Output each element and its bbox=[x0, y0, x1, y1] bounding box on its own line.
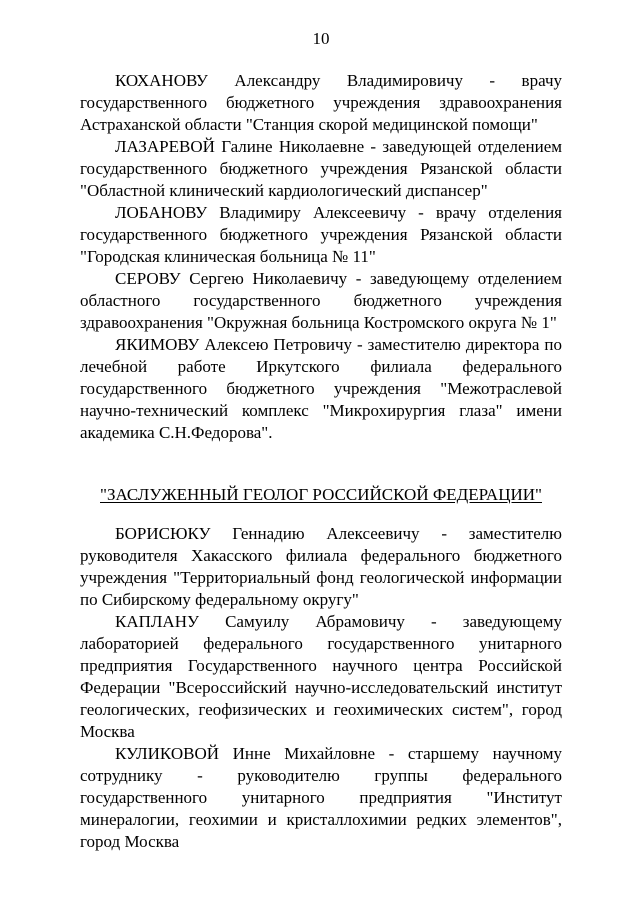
section-heading: "ЗАСЛУЖЕННЫЙ ГЕОЛОГ РОССИЙСКОЙ ФЕДЕРАЦИИ" bbox=[100, 485, 542, 504]
award-list-geologist bbox=[80, 523, 562, 853]
award-entry: КАПЛАНУ Самуилу Абрамовичу - заведующему лабораторией федерального государственного унитарного предприятия Государственного научного центра Российской Федерации "Всероссийский научно-исследовательский институт геологических, геофизических и геохимических систем", город Москва bbox=[80, 612, 562, 741]
award-entry: КУЛИКОВОЙ Инне Михайловне - старшему научному сотруднику - руководителю группы федерального государственного унитарного предприятия "Институт минералогии, геохимии и кристаллохимии редких элементов", город Москва bbox=[80, 744, 562, 851]
award-entry: ЛОБАНОВУ Владимиру Алексеевичу - врачу отделения государственного бюджетного учреждения Рязанской области "Городская клиническая больница № 11" bbox=[80, 203, 562, 266]
award-list-medical bbox=[80, 70, 562, 444]
award-entry: ЛАЗАРЕВОЙ Галине Николаевне - заведующей отделением государственного бюджетного учреждения Рязанской области "Областной клинический кардиологический диспансер" bbox=[80, 137, 562, 200]
award-entry: ЯКИМОВУ Алексею Петровичу - заместителю директора по лечебной работе Иркутского филиала федерального государственного бюджетного учреждения "Межотраслевой научно-технический комплекс "Микрохирургия глаза" имени академика С.Н.Федорова". bbox=[80, 335, 562, 442]
award-entry: СЕРОВУ Сергею Николаевичу - заведующему отделением областного государственного бюджетного учреждения здравоохранения "Окружная больница Костромского округа № 1" bbox=[80, 269, 562, 332]
award-entry: БОРИСЮКУ Геннадию Алексеевичу - заместителю руководителя Хакасского филиала федерального бюджетного учреждения "Территориальный фонд геологической информации по Сибирскому федеральному округу" bbox=[80, 524, 562, 609]
page-number: 10 bbox=[312, 29, 330, 48]
award-entry: КОХАНОВУ Александру Владимировичу - врачу государственного бюджетного учреждения здравоохранения Астраханской области "Станция скорой медицинской помощи" bbox=[80, 71, 562, 134]
